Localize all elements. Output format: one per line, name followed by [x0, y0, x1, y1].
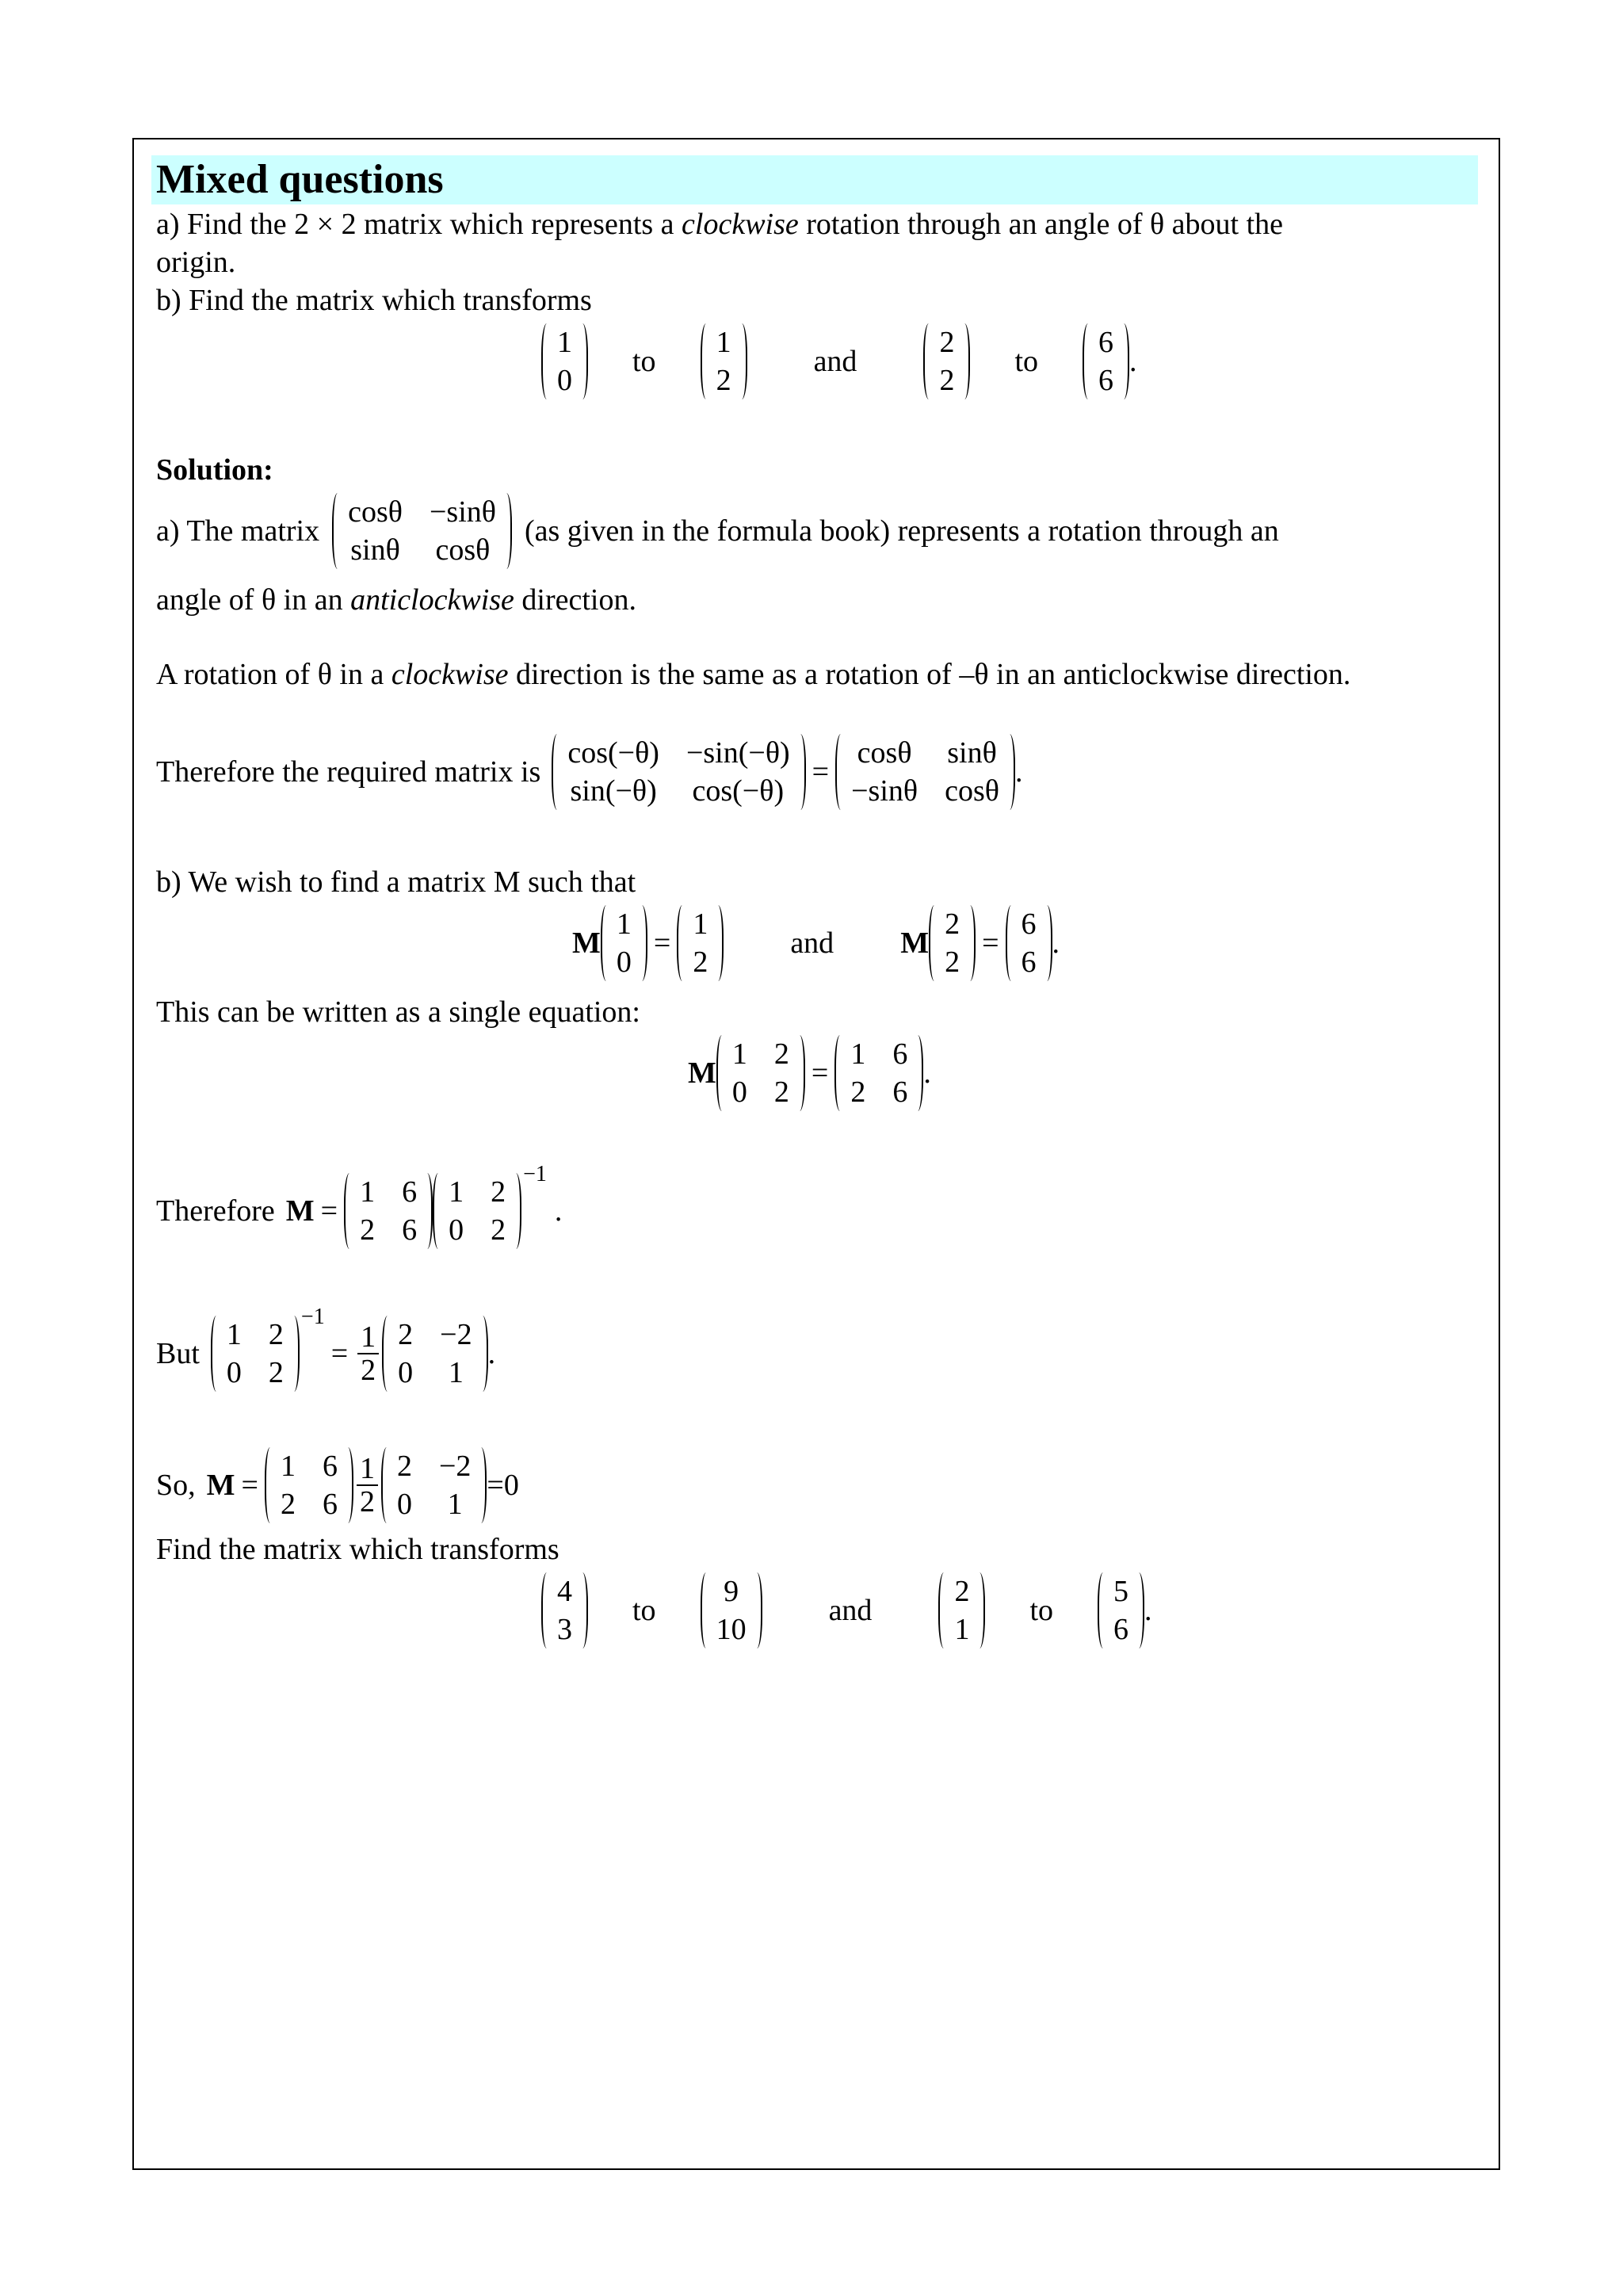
math-text: angle of θ in an: [156, 583, 351, 617]
matrix-entry: 6: [1021, 946, 1037, 979]
math-text: 1: [357, 1453, 378, 1486]
math-text: −1: [300, 1304, 325, 1329]
matrix-entry: 9: [724, 1575, 739, 1608]
matrix-entry: 1: [850, 1037, 866, 1071]
math-text: clockwise: [391, 658, 509, 691]
math-text: =0: [487, 1468, 519, 1502]
matrix-entry: 6: [1098, 364, 1113, 397]
solution-a: [156, 493, 1279, 569]
matrix-entry: 2: [280, 1488, 296, 1521]
solution-a-clockwise-note: [156, 656, 1350, 693]
question-2-vectors: [541, 1572, 1152, 1648]
matrix-entry: 1: [954, 1613, 970, 1646]
matrix-entry: 6: [322, 1450, 338, 1483]
matrix-entry: 1: [557, 326, 572, 359]
rotation-matrix: [332, 493, 512, 569]
matrix-entry: 2: [268, 1318, 284, 1351]
math-text: .: [1144, 1593, 1152, 1627]
question-a-line2: origin.: [156, 246, 236, 279]
matrix-entry: 0: [396, 1488, 412, 1521]
matrix-entry: 0: [449, 1213, 464, 1247]
to-label: to: [632, 344, 656, 378]
question-b-vectors: [541, 323, 1137, 399]
matrix-entry: 3: [557, 1613, 572, 1646]
math-text: .: [554, 1194, 563, 1228]
matrix-entry: 2: [360, 1213, 376, 1247]
matrix-entry: 2: [268, 1356, 284, 1389]
matrix-entry: 1: [616, 907, 632, 941]
matrix-entry: cosθ: [945, 774, 999, 808]
matrix-entry: sinθ: [350, 533, 400, 567]
matrix-entry: 2: [939, 326, 955, 359]
matrix-a: [716, 1035, 805, 1111]
matrix-entry: cosθ: [348, 495, 403, 529]
matrix-entry: 2: [850, 1075, 866, 1109]
math-text: to: [1029, 1593, 1053, 1627]
matrix-entry: cos(−θ): [567, 736, 659, 770]
math-text: But: [156, 1336, 200, 1370]
matrix-entry: 1: [449, 1175, 464, 1209]
solution-a-line2: [156, 582, 636, 618]
matrix-entry: 2: [773, 1075, 789, 1109]
matrix-entry: 0: [226, 1356, 242, 1389]
math-text: .: [1014, 755, 1023, 789]
matrix-entry: 5: [1113, 1575, 1128, 1608]
math-text: and: [790, 926, 834, 960]
so-m-line: [156, 1447, 519, 1523]
matrix-entry: 1: [693, 907, 708, 941]
question-2: Find the matrix which transforms: [156, 1533, 559, 1566]
matrix-entry: 6: [892, 1075, 908, 1109]
matrix-entry: cosθ: [435, 533, 491, 567]
math-text: M: [206, 1468, 235, 1502]
matrix-entry: 2: [491, 1213, 506, 1247]
math-text: A rotation of θ in a: [156, 658, 391, 691]
math-text: M: [572, 926, 601, 960]
matrix-entry: 1: [448, 1356, 464, 1389]
math-text: =: [653, 926, 671, 960]
question-b: b) Find the matrix which transforms: [156, 284, 592, 317]
matrix-entry: −sinθ: [429, 495, 496, 529]
math-text: M: [900, 926, 930, 960]
math-text: .: [1129, 344, 1137, 378]
matrix-entry: cos(−θ): [692, 774, 785, 808]
clockwise-matrix: [835, 734, 1015, 810]
math-text: So,: [156, 1468, 196, 1502]
matrix-entry: 0: [731, 1075, 747, 1109]
inverse-line: [156, 1304, 496, 1392]
to-label-2: to: [1014, 344, 1038, 378]
matrix-entry: 4: [557, 1575, 572, 1608]
solution-a-text-end: (as given in the formula book) represents a rotation through an: [524, 514, 1279, 548]
matrix-entry: −2: [440, 1318, 472, 1351]
matrix-entry: 6: [402, 1213, 418, 1247]
required-matrix-line: [156, 734, 1022, 810]
matrix-entry: 1: [280, 1450, 296, 1483]
matrix-entry: 2: [939, 364, 955, 397]
math-text: 2: [361, 1354, 376, 1387]
matrix-entry: 6: [1113, 1613, 1128, 1646]
question-a-text: a) Find the 2 × 2 matrix which represents a: [156, 208, 682, 241]
math-text: =: [241, 1468, 258, 1502]
matrix-entry: 6: [892, 1037, 908, 1071]
matrix-entry: 2: [716, 364, 731, 397]
math-text: .: [1052, 926, 1060, 960]
math-text: =: [330, 1336, 349, 1370]
solution-b-intro: b) We wish to find a matrix M such that: [156, 865, 636, 899]
vector-1-0: [541, 323, 588, 399]
matrix-entry: 1: [360, 1175, 376, 1209]
matrix-entry: 0: [398, 1356, 414, 1389]
math-text: M: [688, 1056, 716, 1090]
matrix-entry: 0: [557, 364, 572, 397]
matrix-entry: sin(−θ): [570, 774, 657, 808]
solution-a-text: a) The matrix: [156, 514, 320, 548]
single-equation: [688, 1035, 931, 1111]
math-text: anticlockwise: [350, 583, 514, 617]
matrix-entry: 6: [322, 1488, 338, 1521]
matrix-entry: 2: [491, 1175, 506, 1209]
matrix-entry: −sin(−θ): [685, 736, 790, 770]
matrix-entry: 0: [616, 946, 632, 979]
vector-2-2: [923, 323, 970, 399]
matrix-entry: 2: [954, 1575, 970, 1608]
math-text: M: [285, 1194, 315, 1228]
solution-label: Solution:: [156, 453, 273, 487]
math-text: =: [812, 755, 830, 789]
math-text: =: [320, 1194, 338, 1228]
page-title: Mixed questions: [156, 157, 444, 202]
matrix-entry: cosθ: [857, 736, 912, 770]
matrix-entry: sinθ: [947, 736, 997, 770]
math-text: .: [923, 1056, 931, 1090]
math-text: direction.: [514, 583, 636, 617]
matrix-entry: 1: [226, 1318, 242, 1351]
matrix-entry: 2: [396, 1450, 412, 1483]
question-a-text-end: rotation through an angle of θ about the: [798, 208, 1284, 241]
required-matrix-text: Therefore the required matrix is: [156, 755, 541, 789]
matrix-b: [834, 1035, 923, 1111]
and-label: and: [813, 344, 857, 378]
matrix-entry: 6: [1021, 907, 1037, 941]
math-text: Therefore: [156, 1194, 275, 1228]
half-fraction: [357, 1321, 379, 1386]
matrix-entry: −sinθ: [851, 774, 918, 808]
vector-6-6: [1083, 323, 1129, 399]
single-equation-text: This can be written as a single equation:: [156, 995, 640, 1029]
matrix-entry: 2: [773, 1037, 789, 1071]
math-text: =: [982, 926, 999, 960]
matrix-entry: 6: [402, 1175, 418, 1209]
question-a-emphasis: clockwise: [682, 208, 799, 241]
matrix-entry: 1: [447, 1488, 463, 1521]
solution-b-equations: [572, 905, 1060, 981]
math-text: .: [487, 1336, 496, 1370]
matrix-entry: 2: [945, 907, 960, 941]
matrix-entry: 1: [716, 326, 731, 359]
matrix-entry: 2: [398, 1318, 414, 1351]
matrix-entry: 6: [1098, 326, 1113, 359]
math-text: =: [811, 1056, 829, 1090]
math-text: to: [632, 1593, 656, 1627]
matrix-entry: 10: [716, 1613, 747, 1646]
math-text: and: [828, 1593, 873, 1627]
page-border: [132, 138, 1500, 2170]
math-text: 1: [357, 1321, 379, 1354]
math-text: direction is the same as a rotation of –θ in an anticlockwise direction.: [508, 658, 1351, 691]
question-a: [156, 206, 1283, 243]
therefore-m-line: [156, 1161, 563, 1249]
negative-angle-matrix: [552, 734, 805, 810]
math-text: −1: [523, 1161, 547, 1186]
matrix-entry: 2: [945, 946, 960, 979]
math-text: 2: [359, 1485, 375, 1519]
matrix-entry: 2: [693, 946, 708, 979]
matrix-entry: 1: [731, 1037, 747, 1071]
matrix-entry: −2: [438, 1450, 472, 1483]
vector-1-2: [701, 323, 747, 399]
